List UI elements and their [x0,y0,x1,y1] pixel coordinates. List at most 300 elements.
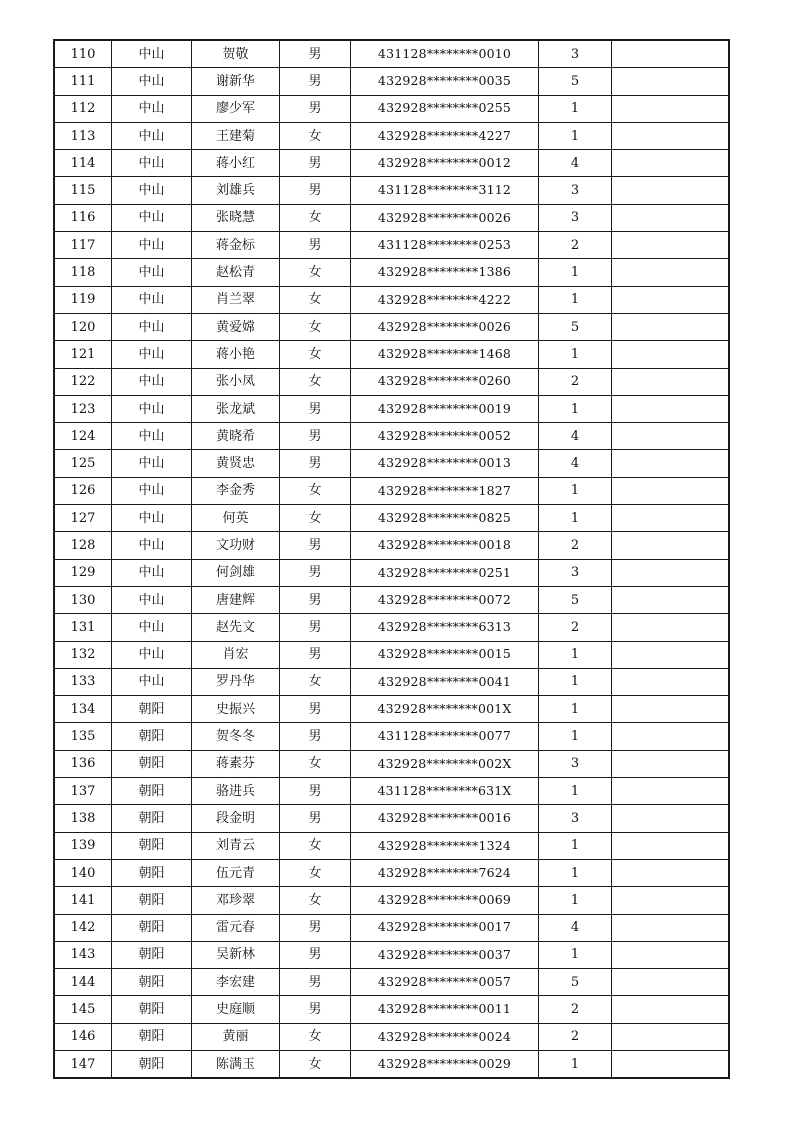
row-number-cell: 136 [55,750,112,777]
id-number-cell: 432928********4222 [351,286,539,313]
name-cell: 贺敬 [192,41,280,68]
row-number-cell: 118 [55,259,112,286]
table-row [55,259,729,286]
row-number-cell: 144 [55,969,112,996]
table-row [55,313,729,340]
count-cell: 2 [539,368,612,395]
gender-cell: 男 [280,68,351,95]
remark-cell [612,122,729,149]
count-cell: 1 [539,1050,612,1077]
remark-cell [612,505,729,532]
remark-cell [612,914,729,941]
row-number-cell: 126 [55,477,112,504]
table-row [55,477,729,504]
row-number-cell: 125 [55,450,112,477]
row-number-cell: 116 [55,204,112,231]
count-cell: 3 [539,177,612,204]
gender-cell: 男 [280,996,351,1023]
district-cell: 朝阳 [112,1023,192,1050]
district-cell: 中山 [112,559,192,586]
name-cell: 贺冬冬 [192,723,280,750]
gender-cell: 女 [280,313,351,340]
gender-cell: 女 [280,122,351,149]
name-cell: 张小凤 [192,368,280,395]
name-cell: 肖兰翠 [192,286,280,313]
row-number-cell: 131 [55,614,112,641]
table-row [55,723,729,750]
row-number-cell: 146 [55,1023,112,1050]
row-number-cell: 133 [55,668,112,695]
district-cell: 中山 [112,41,192,68]
id-number-cell: 432928********0260 [351,368,539,395]
district-cell: 中山 [112,614,192,641]
table-row [55,505,729,532]
row-number-cell: 139 [55,832,112,859]
gender-cell: 女 [280,286,351,313]
name-cell: 张龙斌 [192,395,280,422]
table-row [55,641,729,668]
gender-cell: 女 [280,259,351,286]
id-number-cell: 432928********0029 [351,1050,539,1077]
name-cell: 陈满玉 [192,1050,280,1077]
row-number-cell: 127 [55,505,112,532]
count-cell: 1 [539,505,612,532]
id-number-cell: 432928********7624 [351,859,539,886]
district-cell: 中山 [112,313,192,340]
gender-cell: 男 [280,941,351,968]
table-row [55,559,729,586]
row-number-cell: 112 [55,95,112,122]
id-number-cell: 431128********0010 [351,41,539,68]
id-number-cell: 432928********0037 [351,941,539,968]
gender-cell: 男 [280,95,351,122]
row-number-cell: 142 [55,914,112,941]
count-cell: 4 [539,450,612,477]
count-cell: 1 [539,941,612,968]
id-number-cell: 432928********0057 [351,969,539,996]
id-number-cell: 432928********0024 [351,1023,539,1050]
row-number-cell: 123 [55,395,112,422]
name-cell: 史庭顺 [192,996,280,1023]
district-cell: 朝阳 [112,750,192,777]
count-cell: 3 [539,750,612,777]
count-cell: 1 [539,341,612,368]
name-cell: 蒋小红 [192,150,280,177]
id-number-cell: 431128********0077 [351,723,539,750]
table-row [55,832,729,859]
table-row [55,423,729,450]
district-cell: 朝阳 [112,696,192,723]
id-number-cell: 432928********6313 [351,614,539,641]
count-cell: 3 [539,805,612,832]
id-number-cell: 432928********0016 [351,805,539,832]
name-cell: 吴新林 [192,941,280,968]
name-cell: 黄贤忠 [192,450,280,477]
row-number-cell: 120 [55,313,112,340]
remark-cell [612,341,729,368]
gender-cell: 女 [280,204,351,231]
remark-cell [612,586,729,613]
gender-cell: 女 [280,750,351,777]
district-cell: 朝阳 [112,1050,192,1077]
table-body [55,41,729,1078]
gender-cell: 男 [280,696,351,723]
remark-cell [612,996,729,1023]
district-cell: 中山 [112,259,192,286]
district-cell: 朝阳 [112,723,192,750]
id-number-cell: 432928********0015 [351,641,539,668]
table-row [55,368,729,395]
table-row [55,668,729,695]
row-number-cell: 129 [55,559,112,586]
district-cell: 中山 [112,204,192,231]
gender-cell: 女 [280,477,351,504]
gender-cell: 女 [280,368,351,395]
district-cell: 中山 [112,368,192,395]
count-cell: 4 [539,914,612,941]
district-cell: 中山 [112,122,192,149]
district-cell: 中山 [112,668,192,695]
name-cell: 黄爱嫦 [192,313,280,340]
row-number-cell: 121 [55,341,112,368]
count-cell: 4 [539,150,612,177]
remark-cell [612,805,729,832]
district-cell: 朝阳 [112,887,192,914]
count-cell: 3 [539,559,612,586]
remark-cell [612,259,729,286]
id-number-cell: 432928********1324 [351,832,539,859]
name-cell: 李宏建 [192,969,280,996]
count-cell: 1 [539,723,612,750]
row-number-cell: 128 [55,532,112,559]
gender-cell: 男 [280,150,351,177]
count-cell: 5 [539,313,612,340]
gender-cell: 女 [280,505,351,532]
table-row [55,150,729,177]
table-row [55,68,729,95]
row-number-cell: 134 [55,696,112,723]
data-table [54,40,729,1078]
district-cell: 中山 [112,641,192,668]
name-cell: 文功财 [192,532,280,559]
name-cell: 赵先文 [192,614,280,641]
district-cell: 朝阳 [112,969,192,996]
id-number-cell: 431128********3112 [351,177,539,204]
id-number-cell: 432928********0072 [351,586,539,613]
district-cell: 朝阳 [112,832,192,859]
count-cell: 1 [539,887,612,914]
district-cell: 中山 [112,423,192,450]
remark-cell [612,778,729,805]
count-cell: 1 [539,95,612,122]
district-cell: 朝阳 [112,996,192,1023]
name-cell: 黄晓希 [192,423,280,450]
id-number-cell: 432928********1386 [351,259,539,286]
row-number-cell: 135 [55,723,112,750]
gender-cell: 男 [280,559,351,586]
table-row [55,750,729,777]
id-number-cell: 432928********0019 [351,395,539,422]
gender-cell: 男 [280,532,351,559]
count-cell: 1 [539,286,612,313]
table-row [55,805,729,832]
table-row [55,778,729,805]
remark-cell [612,232,729,259]
row-number-cell: 119 [55,286,112,313]
id-number-cell: 432928********0251 [351,559,539,586]
id-number-cell: 432928********0255 [351,95,539,122]
remark-cell [612,395,729,422]
row-number-cell: 141 [55,887,112,914]
remark-cell [612,723,729,750]
remark-cell [612,95,729,122]
gender-cell: 女 [280,832,351,859]
remark-cell [612,941,729,968]
name-cell: 谢新华 [192,68,280,95]
remark-cell [612,641,729,668]
id-number-cell: 432928********001X [351,696,539,723]
count-cell: 4 [539,423,612,450]
table-row [55,450,729,477]
id-number-cell: 432928********1827 [351,477,539,504]
name-cell: 罗丹华 [192,668,280,695]
remark-cell [612,150,729,177]
row-number-cell: 137 [55,778,112,805]
gender-cell: 男 [280,914,351,941]
gender-cell: 男 [280,395,351,422]
row-number-cell: 132 [55,641,112,668]
gender-cell: 男 [280,614,351,641]
id-number-cell: 431128********0253 [351,232,539,259]
count-cell: 1 [539,778,612,805]
count-cell: 2 [539,232,612,259]
table-row [55,286,729,313]
id-number-cell: 432928********0013 [351,450,539,477]
gender-cell: 女 [280,1023,351,1050]
row-number-cell: 117 [55,232,112,259]
id-number-cell: 432928********0018 [351,532,539,559]
name-cell: 蒋素芬 [192,750,280,777]
name-cell: 邓珍翠 [192,887,280,914]
name-cell: 张晓慧 [192,204,280,231]
remark-cell [612,696,729,723]
district-cell: 中山 [112,150,192,177]
row-number-cell: 122 [55,368,112,395]
remark-cell [612,1050,729,1077]
remark-cell [612,313,729,340]
count-cell: 1 [539,477,612,504]
table-row [55,122,729,149]
count-cell: 3 [539,41,612,68]
district-cell: 朝阳 [112,941,192,968]
table-row [55,341,729,368]
row-number-cell: 114 [55,150,112,177]
district-cell: 中山 [112,341,192,368]
name-cell: 伍元青 [192,859,280,886]
table-row [55,232,729,259]
table-row [55,532,729,559]
table-row [55,41,729,68]
table-row [55,996,729,1023]
row-number-cell: 143 [55,941,112,968]
id-number-cell: 432928********0012 [351,150,539,177]
gender-cell: 女 [280,859,351,886]
id-number-cell: 432928********0041 [351,668,539,695]
remark-cell [612,969,729,996]
gender-cell: 女 [280,341,351,368]
district-cell: 中山 [112,532,192,559]
district-cell: 中山 [112,450,192,477]
table-row [55,95,729,122]
district-cell: 中山 [112,68,192,95]
count-cell: 2 [539,532,612,559]
count-cell: 2 [539,614,612,641]
name-cell: 何英 [192,505,280,532]
count-cell: 2 [539,1023,612,1050]
count-cell: 1 [539,832,612,859]
name-cell: 蒋小艳 [192,341,280,368]
table-row [55,177,729,204]
gender-cell: 男 [280,778,351,805]
gender-cell: 男 [280,232,351,259]
count-cell: 2 [539,996,612,1023]
name-cell: 刘青云 [192,832,280,859]
count-cell: 5 [539,969,612,996]
gender-cell: 女 [280,887,351,914]
gender-cell: 男 [280,423,351,450]
gender-cell: 男 [280,586,351,613]
id-number-cell: 432928********0017 [351,914,539,941]
table-row [55,614,729,641]
remark-cell [612,423,729,450]
district-cell: 中山 [112,505,192,532]
row-number-cell: 145 [55,996,112,1023]
district-cell: 中山 [112,232,192,259]
name-cell: 廖少军 [192,95,280,122]
gender-cell: 男 [280,723,351,750]
district-cell: 中山 [112,586,192,613]
remark-cell [612,204,729,231]
remark-cell [612,614,729,641]
table-row [55,696,729,723]
id-number-cell: 432928********0011 [351,996,539,1023]
name-cell: 蒋金标 [192,232,280,259]
table-row [55,1023,729,1050]
name-cell: 史振兴 [192,696,280,723]
remark-cell [612,286,729,313]
count-cell: 1 [539,696,612,723]
district-cell: 朝阳 [112,778,192,805]
name-cell: 黄丽 [192,1023,280,1050]
name-cell: 肖宏 [192,641,280,668]
name-cell: 赵松青 [192,259,280,286]
remark-cell [612,68,729,95]
row-number-cell: 140 [55,859,112,886]
table-row [55,914,729,941]
count-cell: 1 [539,641,612,668]
row-number-cell: 113 [55,122,112,149]
remark-cell [612,832,729,859]
table-row [55,969,729,996]
table-row [55,859,729,886]
count-cell: 5 [539,586,612,613]
remark-cell [612,532,729,559]
district-cell: 中山 [112,477,192,504]
id-number-cell: 432928********0026 [351,204,539,231]
remark-cell [612,450,729,477]
gender-cell: 男 [280,450,351,477]
remark-cell [612,177,729,204]
remark-cell [612,750,729,777]
count-cell: 1 [539,859,612,886]
district-cell: 中山 [112,95,192,122]
gender-cell: 男 [280,969,351,996]
district-cell: 朝阳 [112,859,192,886]
row-number-cell: 115 [55,177,112,204]
table-row [55,941,729,968]
row-number-cell: 147 [55,1050,112,1077]
id-number-cell: 432928********0026 [351,313,539,340]
table-row [55,887,729,914]
id-number-cell: 432928********0069 [351,887,539,914]
gender-cell: 女 [280,668,351,695]
id-number-cell: 432928********4227 [351,122,539,149]
row-number-cell: 110 [55,41,112,68]
gender-cell: 女 [280,1050,351,1077]
gender-cell: 男 [280,641,351,668]
id-number-cell: 432928********002X [351,750,539,777]
name-cell: 何剑雄 [192,559,280,586]
remark-cell [612,477,729,504]
name-cell: 骆进兵 [192,778,280,805]
district-cell: 朝阳 [112,914,192,941]
district-cell: 中山 [112,286,192,313]
district-cell: 中山 [112,177,192,204]
gender-cell: 男 [280,805,351,832]
gender-cell: 男 [280,41,351,68]
table-row [55,1050,729,1077]
name-cell: 王建菊 [192,122,280,149]
id-number-cell: 432928********1468 [351,341,539,368]
table-row [55,586,729,613]
name-cell: 唐建辉 [192,586,280,613]
row-number-cell: 111 [55,68,112,95]
count-cell: 1 [539,122,612,149]
row-number-cell: 124 [55,423,112,450]
remark-cell [612,887,729,914]
district-cell: 中山 [112,395,192,422]
name-cell: 李金秀 [192,477,280,504]
id-number-cell: 431128********631X [351,778,539,805]
count-cell: 1 [539,668,612,695]
count-cell: 5 [539,68,612,95]
id-number-cell: 432928********0035 [351,68,539,95]
remark-cell [612,41,729,68]
count-cell: 1 [539,395,612,422]
row-number-cell: 130 [55,586,112,613]
remark-cell [612,668,729,695]
count-cell: 1 [539,259,612,286]
id-number-cell: 432928********0825 [351,505,539,532]
name-cell: 刘雄兵 [192,177,280,204]
id-number-cell: 432928********0052 [351,423,539,450]
table-row [55,204,729,231]
table-row [55,395,729,422]
district-cell: 朝阳 [112,805,192,832]
remark-cell [612,1023,729,1050]
remark-cell [612,559,729,586]
remark-cell [612,368,729,395]
